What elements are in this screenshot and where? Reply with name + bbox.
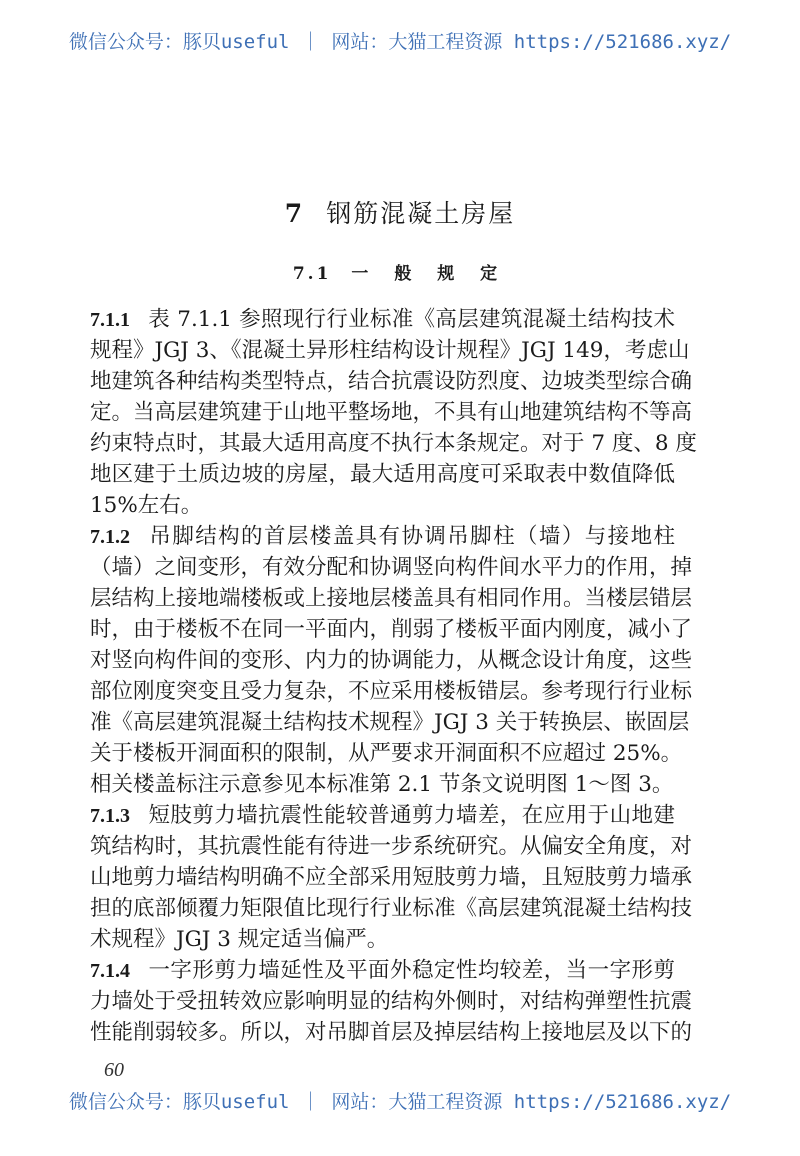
clause-number: 7.1.2 [90, 526, 130, 548]
line-text: 表 7.1.1 参照现行行业标准《高层建筑混凝土结构技术 [148, 307, 675, 332]
line-text: 定。当高层建筑建于山地平整场地，不具有山地建筑结构不等高 [90, 400, 693, 425]
line-text: 短肢剪力墙抗震性能较普通剪力墙差，在应用于山地建 [148, 803, 675, 828]
clause-number: 7.1.1 [90, 309, 130, 331]
chapter-title-text: 钢筋混凝土房屋 [326, 199, 516, 228]
line-text: 对竖向构件间的变形、内力的协调能力，从概念设计角度，这些 [90, 648, 693, 673]
clause-7-1-3 [90, 800, 693, 955]
text-line [90, 459, 675, 490]
text-line [90, 552, 693, 583]
chapter-title [0, 194, 800, 230]
text-line [90, 428, 697, 459]
text-line [90, 676, 693, 707]
text-line [90, 986, 693, 1017]
line-text: 担的底部倾覆力矩限值比现行行业标准《高层建筑混凝土结构技 [90, 896, 693, 921]
chapter-number: 7 [284, 199, 305, 228]
text-line [90, 831, 693, 862]
line-text: 部位刚度突变且受力复杂，不应采用楼板错层。参考现行行业标 [90, 679, 693, 704]
text-line [90, 490, 675, 521]
text-line [90, 614, 693, 645]
text-line [90, 304, 675, 335]
text-line [90, 738, 683, 769]
line-text: 相关楼盖标注示意参见本标准第 2.1 节条文说明图 1～图 3。 [90, 772, 674, 797]
line-text: 力墙处于受扭转效应影响明显的结构外侧时，对结构弹塑性抗震 [90, 989, 693, 1014]
line-text: 准《高层建筑混凝土结构技术规程》JGJ 3 关于转换层、嵌固层 [90, 710, 690, 735]
page-number: 60 [104, 1059, 124, 1081]
line-text: 一字形剪力墙延性及平面外稳定性均较差，当一字形剪 [148, 958, 675, 983]
text-line [90, 583, 693, 614]
section-title: 一 般 规 定 [351, 264, 508, 284]
text-line [90, 955, 675, 986]
clause-7-1-1 [90, 304, 697, 521]
clause-7-1-4 [90, 955, 693, 1048]
text-line [90, 800, 675, 831]
text-line [90, 397, 693, 428]
line-text: 15%左右。 [90, 493, 203, 518]
text-line [90, 366, 693, 397]
text-line [90, 521, 675, 552]
text-line [90, 862, 693, 893]
line-text: 性能削弱较多。所以，对吊脚首层及掉层结构上接地层及以下的 [90, 1020, 693, 1045]
line-text: 筑结构时，其抗震性能有待进一步系统研究。从偏安全角度，对 [90, 834, 693, 859]
text-line [90, 893, 693, 924]
line-text: 时，由于楼板不在同一平面内，削弱了楼板平面内刚度，减小了 [90, 617, 693, 642]
document-body [90, 304, 697, 1048]
line-text: 规程》JGJ 3、《混凝土异形柱结构设计规程》JGJ 149，考虑山 [90, 338, 690, 363]
text-line [90, 1017, 693, 1048]
text-line [90, 707, 690, 738]
line-text: 地区建于土质边坡的房屋，最大适用高度可采取表中数值降低 [90, 462, 675, 487]
clause-7-1-2 [90, 521, 693, 800]
line-text: 约束特点时，其最大适用高度不执行本条规定。对于 7 度、8 度 [90, 431, 697, 456]
clause-number: 7.1.3 [90, 805, 130, 827]
line-text: 地建筑各种结构类型特点，结合抗震设防烈度、边坡类型综合确 [90, 369, 693, 394]
section-heading [0, 259, 800, 284]
watermark-top: 微信公众号：豚贝useful ｜ 网站：大猫工程资源 https://521686.xyz/ [68, 31, 732, 53]
section-number: 7.1 [292, 264, 332, 284]
watermark-bottom: 微信公众号：豚贝useful ｜ 网站：大猫工程资源 https://521686.xyz/ [68, 1091, 732, 1113]
line-text: 吊脚结构的首层楼盖具有协调吊脚柱（墙）与接地柱 [148, 524, 675, 549]
clause-number: 7.1.4 [90, 960, 130, 982]
text-line [90, 645, 693, 676]
line-text: 关于楼板开洞面积的限制，从严要求开洞面积不应超过 25%。 [90, 741, 683, 766]
line-text: 山地剪力墙结构明确不应全部采用短肢剪力墙，且短肢剪力墙承 [90, 865, 693, 890]
text-line [90, 769, 675, 800]
text-line [90, 335, 690, 366]
line-text: 术规程》JGJ 3 规定适当偏严。 [90, 927, 389, 952]
line-text: 层结构上接地端楼板或上接地层楼盖具有相同作用。当楼层错层 [90, 586, 693, 611]
line-text: （墙）之间变形，有效分配和协调竖向构件间水平力的作用，掉 [90, 555, 693, 580]
text-line [90, 924, 675, 955]
